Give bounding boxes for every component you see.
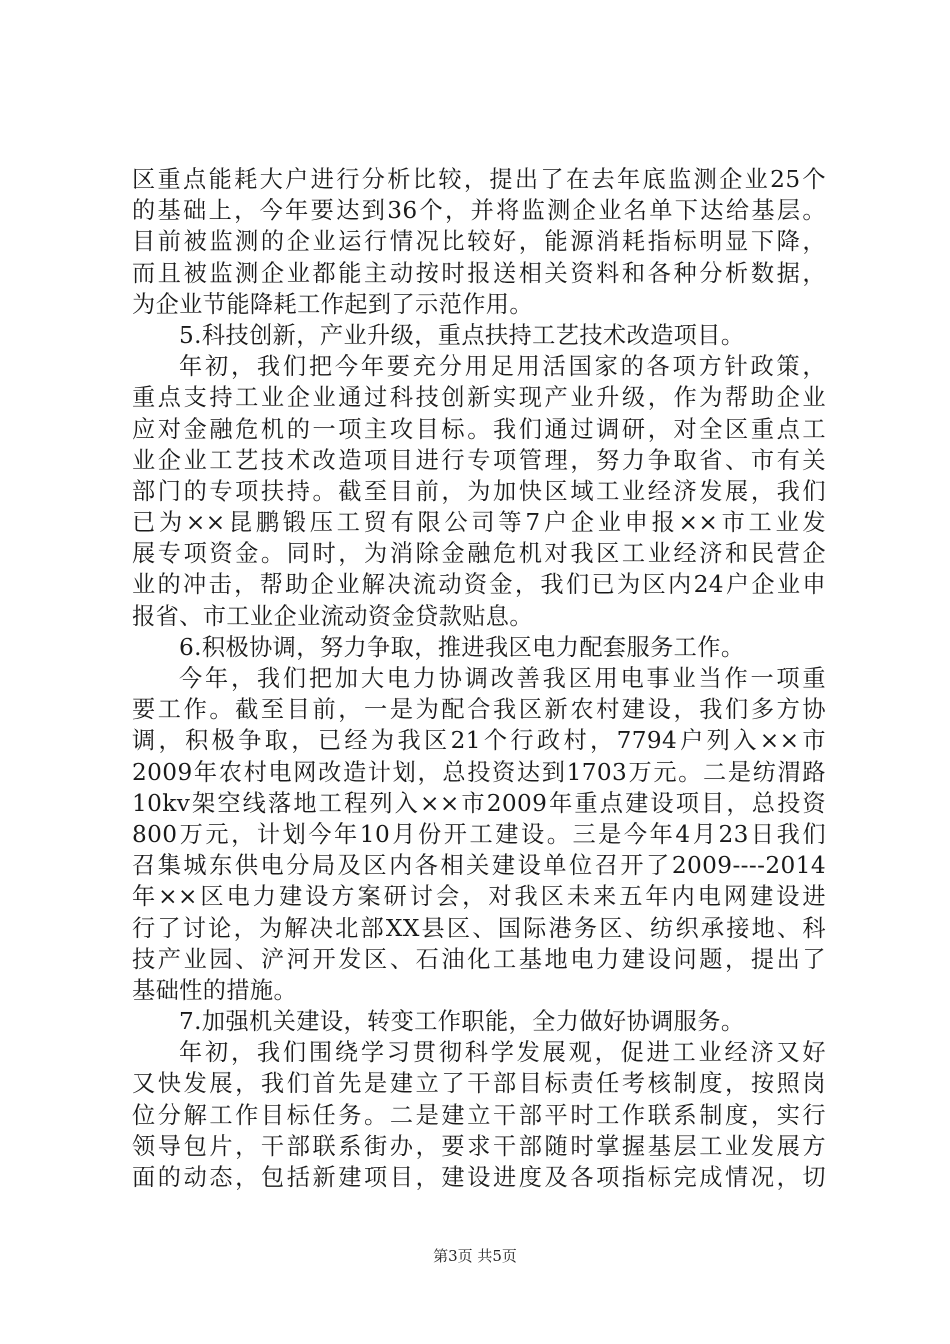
text-line: 2009年农村电网改造计划，总投资达到1703万元。二是纺渭路 <box>132 758 826 786</box>
text-line: 已为××昆鹏锻压工贸有限公司等7户企业申报××市工业发 <box>132 509 826 537</box>
text-line: 区重点能耗大户进行分析比较，提出了在去年底监测企业25个 <box>132 166 826 193</box>
text-line: 的基础上，今年要达到36个，并将监测企业名单下达给基层。 <box>132 197 826 225</box>
text-line: 又快发展，我们首先是建立了干部目标责任考核制度，按照岗 <box>132 1070 826 1098</box>
text-line: 基础性的措施。 <box>132 976 298 1004</box>
text-line: 位分解工作目标任务。二是建立干部平时工作联系制度，实行 <box>132 1101 826 1129</box>
text-line: 目前被监测的企业运行情况比较好，能源消耗指标明显下降， <box>132 228 826 256</box>
body-text <box>132 164 826 1193</box>
text-line: 重点支持工业企业通过科技创新实现产业升级，作为帮助企业 <box>132 384 826 412</box>
text-line: 召集城东供电分局及区内各相关建设单位召开了2009----2014 <box>132 852 826 880</box>
text-line: 展专项资金。同时，为消除金融危机对我区工业经济和民营企 <box>132 540 826 568</box>
page-footer: 第3页 共5页 <box>433 1247 517 1265</box>
text-line: 业的冲击，帮助企业解决流动资金，我们已为区内24户企业申 <box>132 571 826 599</box>
text-line: 为企业节能降耗工作起到了示范作用。 <box>132 290 533 318</box>
text-line: 今年，我们把加大电力协调改善我区用电事业当作一项重 <box>179 665 826 692</box>
text-line: 调，积极争取，已经为我区21个行政村，7794户列入××市 <box>132 727 826 755</box>
text-line: 部门的专项扶持。截至目前，为加快区域工业经济发展，我们 <box>132 477 826 505</box>
text-line: 领导包片，干部联系街办，要求干部随时掌握基层工业发展方 <box>132 1132 826 1160</box>
text-line: 年××区电力建设方案研讨会，对我区未来五年内电网建设进 <box>132 883 826 911</box>
text-line: 10kv架空线落地工程列入××市2009年重点建设项目，总投资 <box>132 789 826 817</box>
text-line: 面的动态，包括新建项目，建设进度及各项指标完成情况，切 <box>132 1164 826 1191</box>
text-line: 5.科技创新，产业升级，重点扶持工艺技术改造项目。 <box>179 321 745 349</box>
text-line: 业企业工艺技术改造项目进行专项管理，努力争取省、市有关 <box>132 446 826 474</box>
text-line: 要工作。截至目前，一是为配合我区新农村建设，我们多方协 <box>132 696 826 724</box>
text-line: 而且被监测企业都能主动按时报送相关资料和各种分析数据， <box>132 259 826 287</box>
text-line: 7.加强机关建设，转变工作职能，全力做好协调服务。 <box>179 1008 745 1036</box>
text-line: 技产业园、浐河开发区、石油化工基地电力建设问题，提出了 <box>132 945 826 973</box>
text-line: 年初，我们把今年要充分用足用活国家的各项方针政策， <box>179 353 826 381</box>
text-line: 年初，我们围绕学习贯彻科学发展观，促进工业经济又好 <box>179 1039 826 1067</box>
text-line: 800万元，计划今年10月份开工建设。三是今年4月23日我们 <box>132 820 826 848</box>
text-line: 报省、市工业企业流动资金贷款贴息。 <box>132 602 533 630</box>
text-line: 行了讨论，为解决北部XX县区、国际港务区、纺织承接地、科 <box>132 914 826 942</box>
text-line: 应对金融危机的一项主攻目标。我们通过调研，对全区重点工 <box>132 415 826 443</box>
text-line: 6.积极协调，努力争取，推进我区电力配套服务工作。 <box>179 633 745 661</box>
